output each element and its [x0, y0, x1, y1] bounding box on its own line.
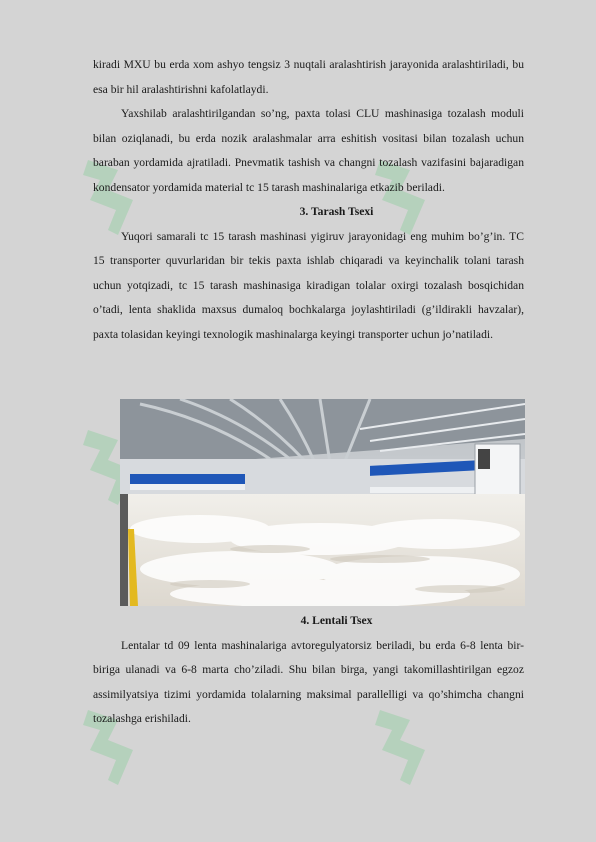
factory-photo-illustration: [120, 399, 525, 606]
paragraph: Yaxshilab aralashtirilgandan so’ng, paxta tolasi CLU mashinasiga tozalash moduli bilan oziqlanadi, bu erda nozik aralashmalar arra eshitish vositasi bilan tozalash uchun baraban yordamida ajratiladi. Pnevmatik tashish va changni tozalash vazifasini bajaradigan kondensator yordamida material tc 15 tarash mashinalariga etkazib beriladi.: [93, 107, 524, 194]
section-heading: 3. Tarash Tsexi: [299, 205, 374, 218]
paragraph: kiradi MXU bu erda xom ashyo tengsiz 3 nuqtali aralashtirish jarayonida aralashtiriladi, bu esa bir hil aralashtirishni kafolatlaydi.: [93, 58, 524, 96]
paragraph: Lentalar td 09 lenta mashinalariga avtoregulyatorsiz beriladi, bu erda 6-8 lenta bir-biriga ulanadi va 6-8 marta cho’ziladi. Shu bilan birga, yangi takomillashtirilgan egzoz assimilyatsiya tizimi yordamida tolalarning maksimal parallelligi va qo’shimcha changni tozalashga erishiladi.: [93, 638, 524, 725]
section-heading: 4. Lentali Tsex: [300, 614, 373, 627]
carding-hall-photo: [120, 399, 525, 606]
body-text-top: [93, 53, 524, 347]
body-text-bottom: [93, 609, 524, 732]
paragraph: Yuqori samarali tc 15 tarash mashinasi yigiruv jarayonidagi eng muhim bo’g’in. TC 15 transporter quvurlaridan bir tekis paxta ishlab chiqaradi va keyinchalik tolani tarash uchun yotqizadi, tc 15 tarash mashinasiga kiradigan tolalar oxirgi tozalash bosqichidan o’tadi, lenta shaklida maxsus dumaloq bochkalarga joylashtiriladi (g’ildirakli havzalar), paxta tolasidan keyingi texnologik mashinalarga keyingi transporter uchun jo’natiladi.: [93, 229, 524, 341]
